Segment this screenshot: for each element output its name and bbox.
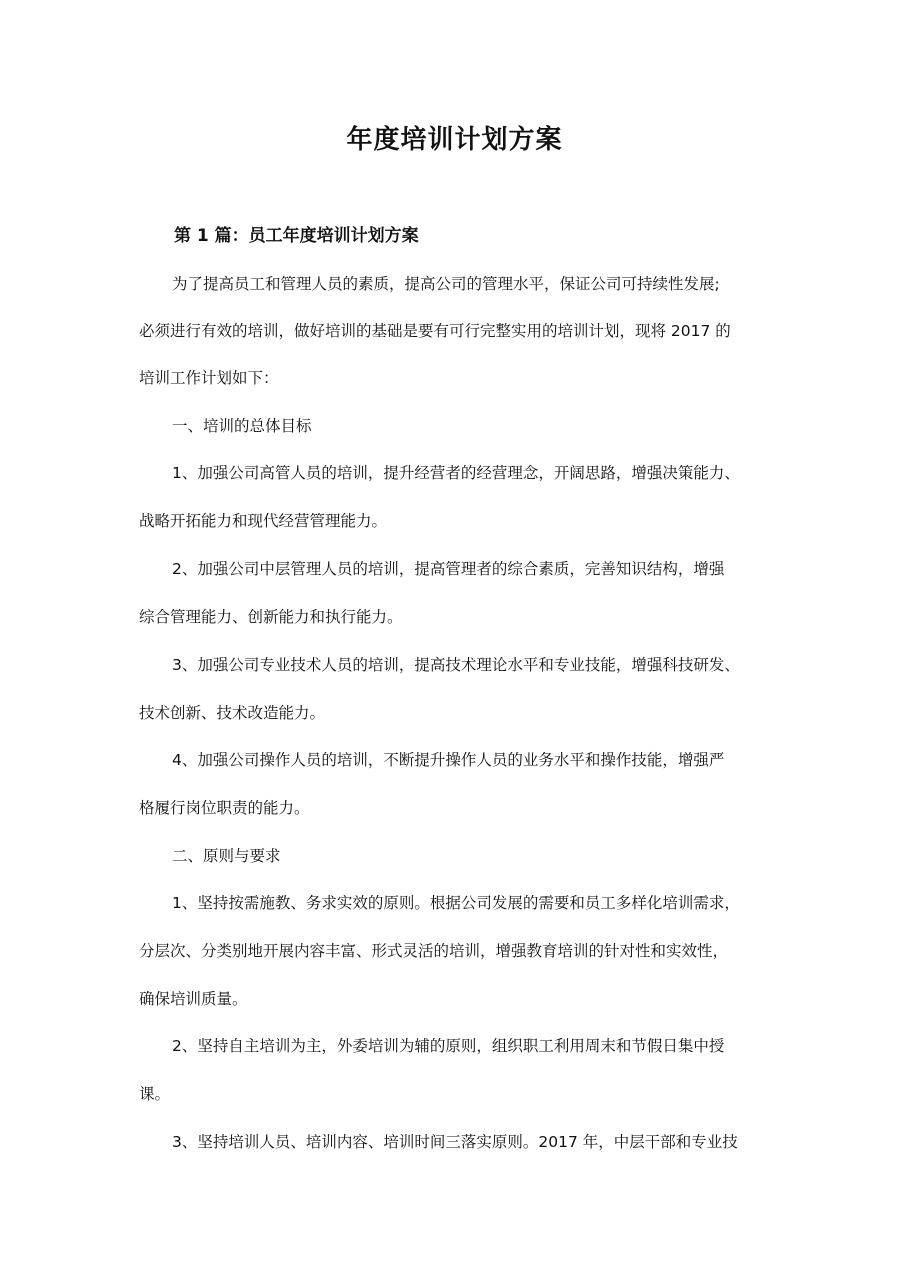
paragraph-line: 战略开拓能力和现代经营管理能力。 [139,512,388,530]
paragraph-line: 技术创新、技术改造能力。 [139,704,326,722]
paragraph-line: 分层次、分类别地开展内容丰富、形式灵活的培训，增强教育培训的针对性和实效性， [139,942,729,960]
paragraph-line: 培训工作计划如下： [139,369,279,387]
subheading-line: 二、原则与要求 [172,847,281,865]
paragraph-line: 4、加强公司操作人员的培训，不断提升操作人员的业务水平和操作技能，增强严 [172,751,725,769]
paragraph-line: 2、坚持自主培训为主，外委培训为辅的原则，组织职工利用周末和节假日集中授 [172,1037,725,1055]
paragraph-line: 1、加强公司高管人员的培训，提升经营者的经营理念，开阔思路，增强决策能力、 [172,464,740,482]
paragraph-line: 课。 [139,1085,171,1103]
paragraph-line: 1、坚持按需施教、务求实效的原则。根据公司发展的需要和员工多样化培训需求， [172,894,740,912]
paragraph-line: 确保培训质量。 [139,990,248,1008]
paragraph-line: 2、加强公司中层管理人员的培训，提高管理者的综合素质，完善知识结构，增强 [172,560,725,578]
document-title: 年度培训计划方案 [346,125,563,155]
paragraph-line: 3、坚持培训人员、培训内容、培训时间三落实原则。2017 年，中层干部和专业技 [172,1133,738,1151]
paragraph-line: 为了提高员工和管理人员的素质，提高公司的管理水平，保证公司可持续性发展; [172,275,720,293]
paragraph-line: 格履行岗位职责的能力。 [139,799,310,817]
paragraph-line: 3、加强公司专业技术人员的培训，提高技术理论水平和专业技能，增强科技研发、 [172,656,740,674]
paragraph-line: 综合管理能力、创新能力和执行能力。 [139,608,403,626]
section-heading: 第 1 篇：员工年度培训计划方案 [174,226,419,246]
paragraph-line: 必须进行有效的培训，做好培训的基础是要有可行完整实用的培训计划，现将 2017 的 [139,322,731,340]
subheading-line: 一、培训的总体目标 [172,417,312,435]
